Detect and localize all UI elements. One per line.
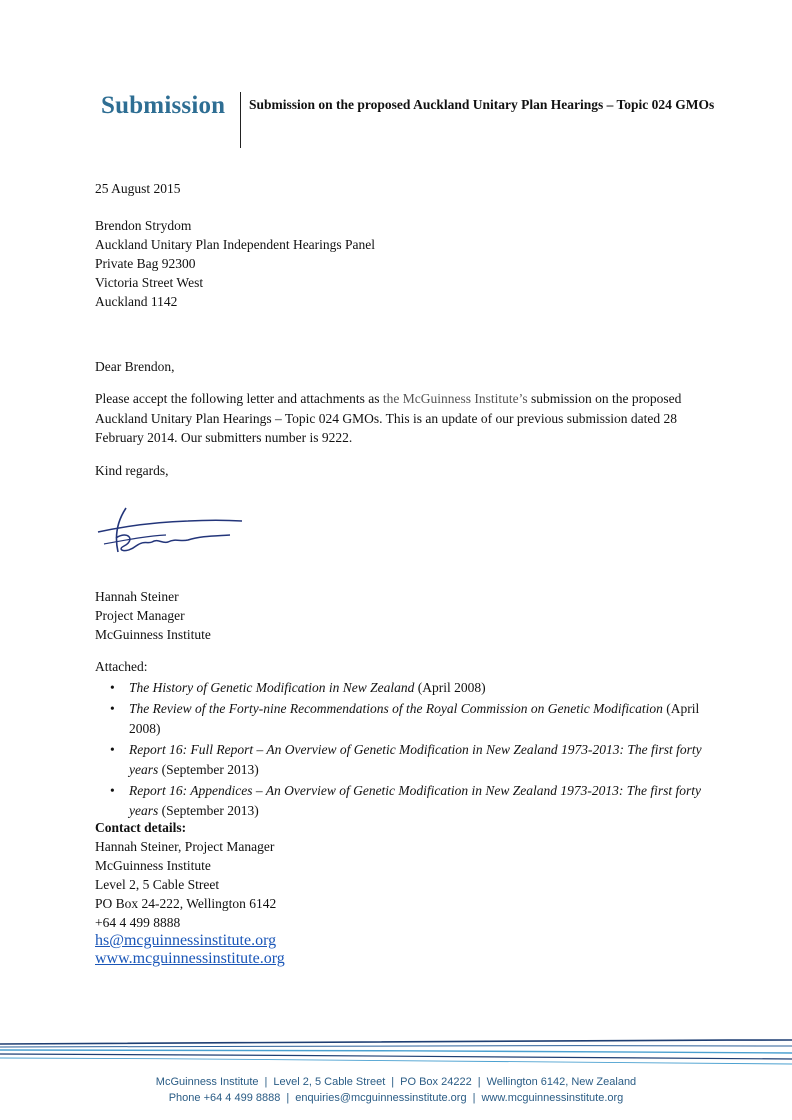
footer-pobox: PO Box 24222 [400,1076,472,1088]
footer-contact-line: Phone +64 4 499 8888 | enquiries@mcguinnessinstitute.org | www.mcguinnessinstitute.org [168,1092,624,1104]
footer-address-line: McGuinness Institute | Level 2, 5 Cable Street | PO Box 24222 | Wellington 6142, New Zealand [155,1076,637,1088]
body-paragraph [95,389,695,448]
contact-line: PO Box 24-222, Wellington 6142 [95,896,277,911]
letter-date: 25 August 2015 [95,181,181,196]
attachment-list [110,678,710,822]
contact-phone: +64 4 499 8888 [95,915,181,930]
recipient-address [95,216,375,311]
contact-email-link[interactable]: hs@mcguinnessinstitute.org [95,932,277,949]
attachment-date: (September 2013) [158,762,259,777]
signatory-name: Hannah Steiner [95,589,179,604]
recipient-name: Brendon Strydom [95,218,192,233]
list-item [110,699,710,739]
recipient-address-line: Victoria Street West [95,275,204,290]
recipient-address-line: Private Bag 92300 [95,256,196,271]
submission-label: Submission [101,92,226,119]
contact-line: McGuinness Institute [95,858,211,873]
attachment-date: (April 2008) [414,680,486,695]
contact-website-link[interactable]: www.mcguinnessinstitute.org [95,950,285,967]
closing: Kind regards, [95,463,169,478]
document-title: Submission on the proposed Auckland Unitary Plan Hearings – Topic 024 GMOs [249,97,715,112]
list-item [110,678,710,698]
attachment-date: (April 2008) [129,701,700,736]
attachment-title: Report 16: Appendices – An Overview of Genetic Modification in New Zealand 1973-2013: The first forty years [129,783,702,818]
body-text-start: Please accept the following letter and attachments as [95,391,383,406]
bullet-icon: • [110,680,115,695]
recipient-organisation: Auckland Unitary Plan Independent Hearings Panel [95,237,376,252]
footer-email-link[interactable]: enquiries@mcguinnessinstitute.org [295,1092,467,1104]
footer-street: Level 2, 5 Cable Street [273,1076,386,1088]
body-text-end: submission on the proposed Auckland Unitary Plan Hearings – Topic 024 GMOs. This is an update of our previous submission dated 28 February 2014. Our submitters number is 9222. [95,391,682,445]
footer-org: McGuinness Institute [155,1076,259,1088]
footer-city: Wellington 6142, New Zealand [486,1076,637,1088]
contact-details [95,818,285,968]
contact-line: Level 2, 5 Cable Street [95,877,220,892]
attachment-date: (September 2013) [158,803,259,818]
signatory-block [95,587,211,644]
footer-wave-decoration [0,1028,792,1074]
attachment-title: Report 16: Full Report – An Overview of Genetic Modification in New Zealand 1973-2013: The first forty years [129,742,702,777]
attachment-title: The Review of the Forty-nine Recommendations of the Royal Commission on Genetic Modification [129,701,663,716]
salutation: Dear Brendon, [95,359,175,374]
footer-phone: Phone +64 4 499 8888 [168,1092,281,1104]
handwritten-signature [96,500,256,562]
attachment-title: The History of Genetic Modification in New Zealand [129,680,415,695]
contact-line: Hannah Steiner, Project Manager [95,839,275,854]
list-item [110,740,710,780]
recipient-address-line: Auckland 1142 [95,294,178,309]
list-item [110,781,710,821]
footer-website-link[interactable]: www.mcguinnessinstitute.org [481,1092,624,1104]
body-org-name: the McGuinness Institute’s [382,391,528,406]
bullet-icon: • [110,701,115,716]
header-divider [240,92,241,148]
attached-heading: Attached: [95,659,148,674]
bullet-icon: • [110,742,115,757]
signatory-organisation: McGuinness Institute [95,627,211,642]
contact-heading: Contact details: [95,820,187,835]
bullet-icon: • [110,783,115,798]
signatory-role: Project Manager [95,608,185,623]
